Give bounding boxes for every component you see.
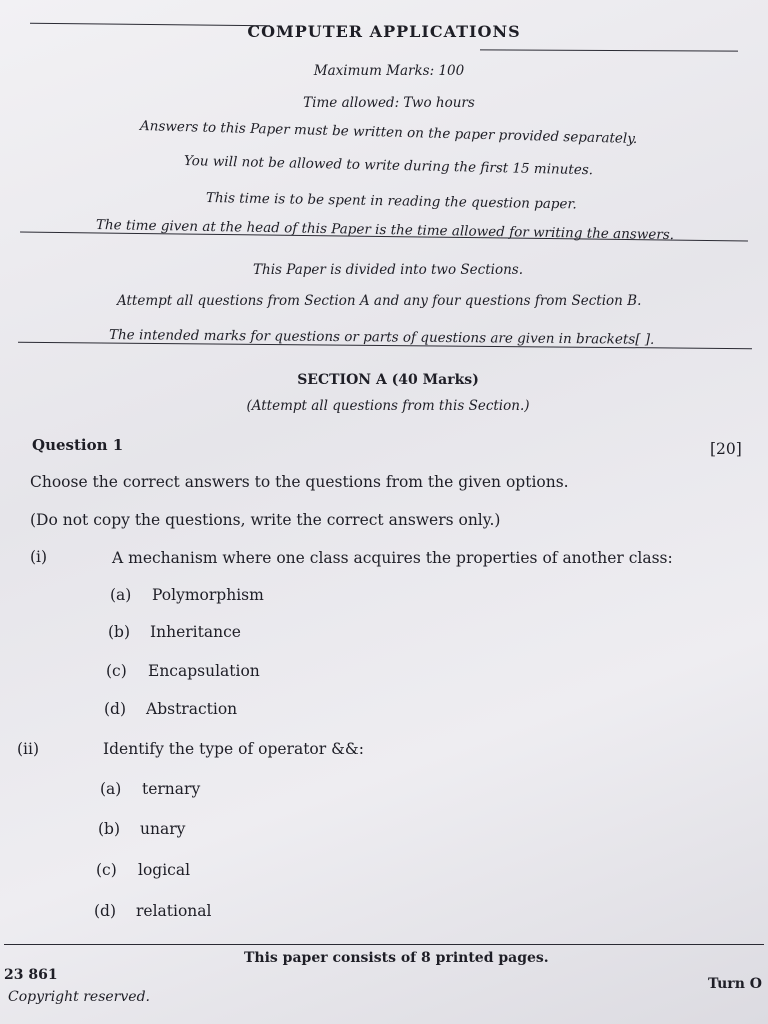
question-1-instruction: Choose the correct answers to the questions from the given options.	[30, 473, 569, 491]
option-text: Abstraction	[146, 700, 238, 718]
copyright-note: Copyright reserved.	[8, 989, 150, 1005]
option-text: Encapsulation	[148, 662, 260, 680]
item-i-option-b	[108, 623, 241, 641]
sections-attempt: Attempt all questions from Section A and any four questions from Section B.	[117, 293, 642, 309]
option-letter: (a)	[110, 586, 132, 604]
section-a-heading: SECTION A (40 Marks)	[297, 372, 479, 388]
item-ii-option-a	[100, 780, 200, 798]
item-ii-text: Identify the type of operator &&:	[103, 740, 364, 758]
option-text: ternary	[142, 780, 201, 798]
item-i-option-a	[110, 586, 264, 604]
item-ii-option-c	[96, 861, 190, 879]
instruction-2: You will not be allowed to write during the first 15 minutes.	[183, 153, 594, 179]
footer-rule	[4, 944, 764, 945]
option-letter: (c)	[106, 662, 127, 680]
item-i-text: A mechanism where one class acquires the properties of another class:	[112, 549, 673, 567]
sections-divided: This Paper is divided into two Sections.	[253, 262, 523, 278]
item-i-option-c	[106, 662, 260, 680]
option-text: logical	[138, 861, 191, 879]
option-letter: (a)	[100, 780, 122, 798]
question-1-marks: [20]	[710, 440, 742, 458]
option-text: Inheritance	[150, 623, 241, 641]
item-ii-option-b	[98, 820, 185, 838]
question-1-instruction-2: (Do not copy the questions, write the correct answers only.)	[30, 511, 501, 529]
option-letter: (c)	[96, 861, 117, 879]
page-count-note: This paper consists of 8 printed pages.	[244, 950, 549, 966]
option-text: unary	[140, 820, 186, 838]
question-1-label: Question 1	[32, 436, 124, 454]
instruction-1: Answers to this Paper must be written on the paper provided separately.	[139, 118, 638, 148]
time-allowed: Time allowed: Two hours	[303, 95, 475, 111]
header-rule-right	[480, 49, 738, 51]
paper-code: 23 861	[4, 967, 58, 983]
instruction-3: This time is to be spent in reading the question paper.	[205, 190, 577, 213]
max-marks: Maximum Marks: 100	[313, 63, 465, 79]
option-letter: (b)	[108, 623, 131, 641]
instruction-4: The time given at the head of this Paper is the time allowed for writing the answers.	[95, 217, 675, 244]
item-ii-option-d	[94, 902, 211, 920]
option-letter: (b)	[98, 820, 121, 838]
turn-over-note: Turn O	[708, 976, 762, 992]
marks-note: The intended marks for questions or parts of questions are given in brackets[ ].	[108, 327, 655, 348]
item-i-number: (i)	[30, 548, 48, 566]
option-text: relational	[136, 902, 212, 920]
item-ii-number: (ii)	[17, 740, 40, 758]
option-letter: (d)	[104, 700, 127, 718]
subject-title: COMPUTER APPLICATIONS	[247, 22, 521, 41]
item-i-option-d	[104, 700, 237, 718]
section-a-subheading: (Attempt all questions from this Section.)	[246, 398, 530, 414]
option-text: Polymorphism	[152, 586, 264, 604]
option-letter: (d)	[94, 902, 117, 920]
